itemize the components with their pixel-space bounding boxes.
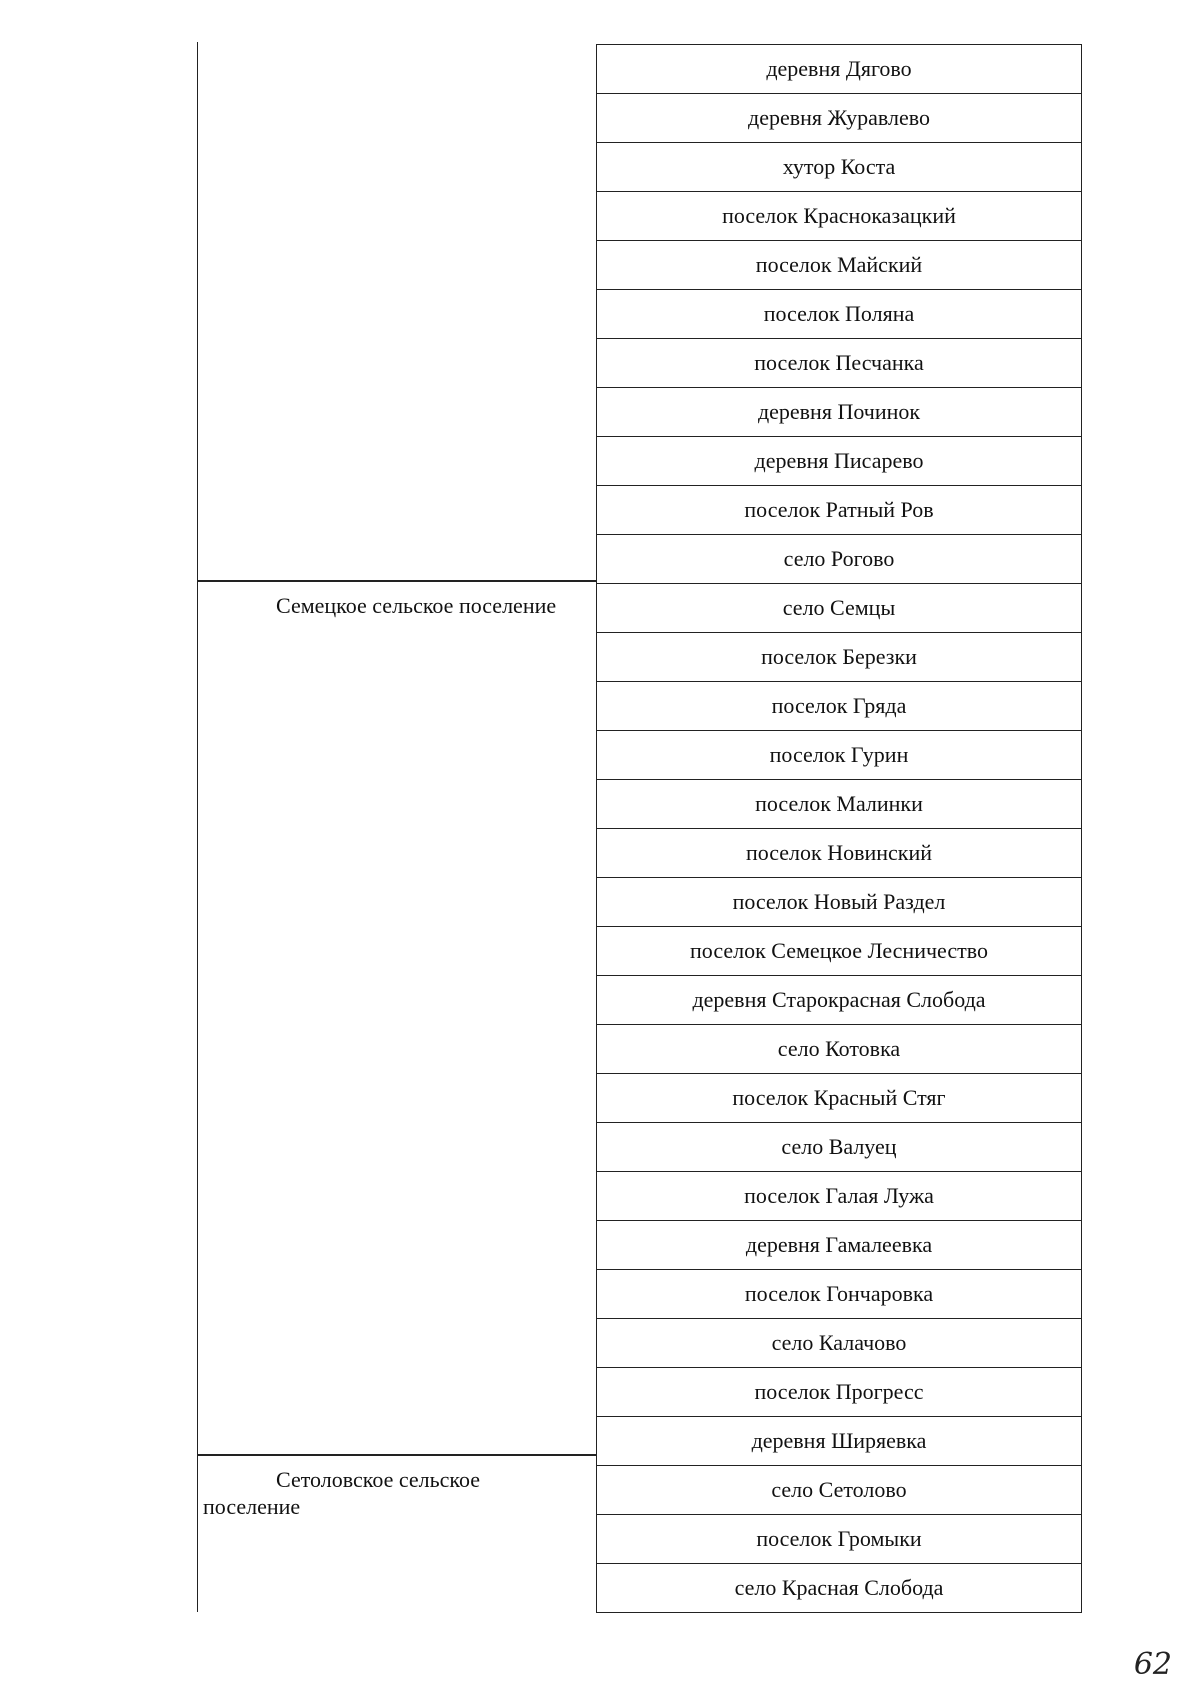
settlement-row: деревня Журавлево: [597, 94, 1081, 143]
page-number: 62: [1133, 1647, 1172, 1682]
settlement-row: поселок Ратный Ров: [597, 486, 1081, 535]
settlement-row: село Сетолово: [597, 1466, 1081, 1515]
settlement-row: село Котовка: [597, 1025, 1081, 1074]
settlement-row: поселок Майский: [597, 241, 1081, 290]
settlement-row: поселок Красный Стяг: [597, 1074, 1081, 1123]
settlement-row: село Калачово: [597, 1319, 1081, 1368]
settlement-row: деревня Ширяевка: [597, 1417, 1081, 1466]
settlement-row: поселок Гурин: [597, 731, 1081, 780]
settlement-row: село Валуец: [597, 1123, 1081, 1172]
settlement-row: поселок Песчанка: [597, 339, 1081, 388]
settlement-row: деревня Писарево: [597, 437, 1081, 486]
settlement-row: поселок Гончаровка: [597, 1270, 1081, 1319]
group-separator: [197, 1454, 597, 1456]
group-separator: [197, 580, 597, 582]
column-rule: [197, 42, 198, 1612]
settlement-row: деревня Починок: [597, 388, 1081, 437]
settlement-list: [596, 44, 1082, 1613]
settlement-row: деревня Старокрасная Слобода: [597, 976, 1081, 1025]
settlement-row: поселок Громыки: [597, 1515, 1081, 1564]
settlement-row: село Семцы: [597, 584, 1081, 633]
settlement-row: деревня Гамалеевка: [597, 1221, 1081, 1270]
settlement-row: поселок Поляна: [597, 290, 1081, 339]
settlement-row: поселок Гряда: [597, 682, 1081, 731]
settlement-row: деревня Дягово: [597, 45, 1081, 94]
settlement-row: поселок Семецкое Лесничество: [597, 927, 1081, 976]
group-label-semetskoe: Семецкое сельское поселение: [276, 593, 557, 618]
settlement-row: поселок Красноказацкий: [597, 192, 1081, 241]
settlement-row: поселок Прогресс: [597, 1368, 1081, 1417]
settlement-row: хутор Коста: [597, 143, 1081, 192]
settlement-row: село Красная Слобода: [597, 1564, 1081, 1613]
settlement-row: поселок Малинки: [597, 780, 1081, 829]
settlement-row: поселок Галая Лужа: [597, 1172, 1081, 1221]
group-label-setolovskoe: Сетоловское сельское поселение: [203, 1467, 481, 1519]
settlement-row: село Рогово: [597, 535, 1081, 584]
settlement-row: поселок Новинский: [597, 829, 1081, 878]
settlement-row: поселок Новый Раздел: [597, 878, 1081, 927]
settlement-row: поселок Березки: [597, 633, 1081, 682]
